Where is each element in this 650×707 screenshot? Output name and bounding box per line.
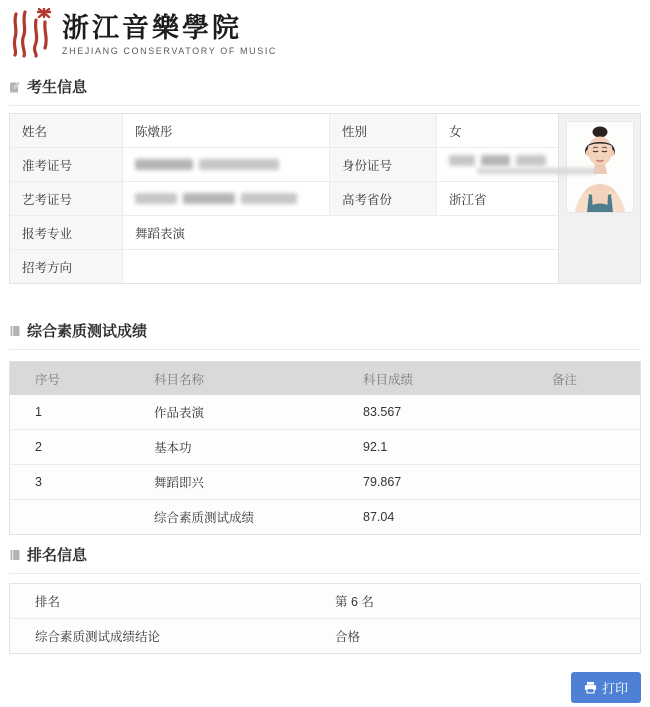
row-subject: 基本功 [142,430,351,465]
name-label: 姓名 [10,114,123,148]
table-row [10,430,641,465]
id-number-value-masked [437,148,559,182]
ranking-table [9,583,641,654]
row-no: 1 [10,395,143,430]
candidate-section-header [9,76,641,106]
col-remark: 备注 [540,362,641,396]
row-remark [540,500,641,535]
row-remark [540,465,641,500]
notes-icon [9,325,21,337]
table-row [10,465,641,500]
print-button[interactable] [571,672,641,703]
row-no: 2 [10,430,143,465]
conclusion-value: 合格 [325,619,641,654]
actions-row [9,672,641,703]
col-no: 序号 [10,362,143,396]
row-no [10,500,143,535]
table-row [10,500,641,535]
province-label: 高考省份 [330,182,437,216]
row-score: 79.867 [351,465,540,500]
major-label: 报考专业 [10,216,123,250]
ticket-value-masked [123,148,330,182]
school-name-en: ZHEJIANG CONSERVATORY OF MUSIC [62,45,278,56]
ticket-label: 准考证号 [10,148,123,182]
printer-icon [584,681,597,694]
conclusion-label: 综合素质测试成绩结论 [10,619,326,654]
row-score: 83.567 [351,395,540,430]
rank-value: 第 6 名 [325,584,641,619]
print-button-label: 打印 [601,681,628,696]
col-score: 科目成绩 [351,362,540,396]
ranking-section-header [9,544,641,574]
row-subject: 综合素质测试成绩 [142,500,351,535]
gender-value: 女 [437,114,559,148]
notes-icon [9,549,21,561]
red-calligraphy-seal-icon [9,8,53,63]
row-subject: 舞蹈即兴 [142,465,351,500]
table-row [10,114,558,148]
art-exam-label: 艺考证号 [10,182,123,216]
art-exam-value-masked [123,182,330,216]
table-row [10,395,641,430]
candidate-section-title: 考生信息 [27,79,88,96]
candidate-info-table [9,113,641,284]
row-no: 3 [10,465,143,500]
table-row [10,584,641,619]
direction-value [123,250,559,284]
school-name-cn: 浙江音樂學院 [62,13,242,44]
province-value: 浙江省 [437,182,559,216]
gender-label: 性别 [330,114,437,148]
row-remark [540,395,641,430]
photo-panel [558,114,640,283]
score-table [9,361,641,535]
col-subject: 科目名称 [142,362,351,396]
school-logo [9,8,641,62]
scores-section-header [9,320,641,350]
scores-section-title: 综合素质测试成绩 [27,323,148,340]
id-number-label: 身份证号 [330,148,437,182]
ranking-section-title: 排名信息 [27,547,88,564]
table-row [10,216,558,250]
score-table-header-row [10,362,641,396]
candidate-photo [567,122,633,212]
table-row [10,619,641,654]
table-row [10,250,558,284]
row-score: 92.1 [351,430,540,465]
row-remark [540,430,641,465]
table-row [10,182,558,216]
notes-icon [9,81,21,93]
direction-label: 招考方向 [10,250,123,284]
row-score: 87.04 [351,500,540,535]
row-subject: 作品表演 [142,395,351,430]
major-value: 舞蹈表演 [123,216,559,250]
table-row [10,148,558,182]
name-value: 陈燉彤 [123,114,330,148]
rank-label: 排名 [10,584,326,619]
